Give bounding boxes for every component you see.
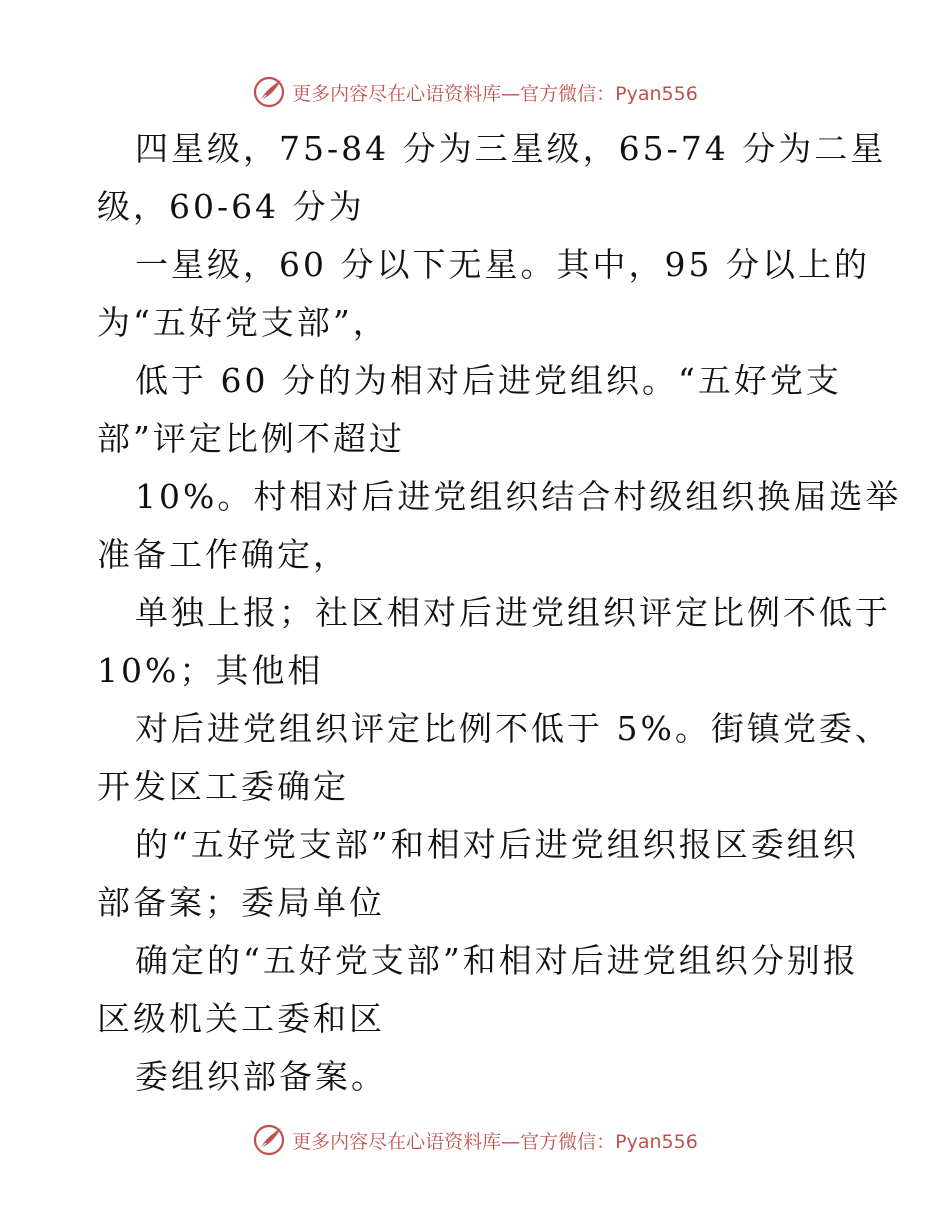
document-body <box>97 120 902 1106</box>
header-watermark-banner <box>0 72 950 112</box>
body-line: 部备案；委局单位 <box>97 883 385 922</box>
body-line: 一星级，60 分以下无星。其中，95 分以上的 <box>135 245 870 284</box>
body-line: 10%；其他相 <box>97 651 324 690</box>
body-line: 低于 60 分的为相对后进党组织。“五好党支 <box>135 361 842 400</box>
body-line: 准备工作确定， <box>97 535 349 574</box>
body-line: 委组织部备案。 <box>135 1057 387 1096</box>
quill-pen-logo-icon <box>252 75 286 109</box>
quill-pen-logo-icon <box>252 1123 286 1157</box>
body-line: 确定的“五好党支部”和相对后进党组织分别报 <box>135 941 859 980</box>
footer-watermark-banner <box>0 1120 950 1160</box>
header-banner-text: 更多内容尽在心语资料库—官方微信：Pyan556 <box>292 82 698 105</box>
body-line: 10%。村相对后进党组织结合村级组织换届选举 <box>135 477 902 516</box>
body-line: 单独上报；社区相对后进党组织评定比例不低于 <box>135 593 891 632</box>
body-line: 开发区工委确定 <box>97 767 349 806</box>
body-line: 为“五好党支部”， <box>97 303 389 342</box>
body-line: 的“五好党支部”和相对后进党组织报区委组织 <box>135 825 859 864</box>
body-line: 区级机关工委和区 <box>97 999 385 1038</box>
body-line: 对后进党组织评定比例不低于 5%。街镇党委、 <box>135 709 891 748</box>
body-line: 四星级，75-84 分为三星级，65-74 分为二星 <box>135 129 887 168</box>
body-line: 部”评定比例不超过 <box>97 419 405 458</box>
footer-banner-text: 更多内容尽在心语资料库—官方微信：Pyan556 <box>292 1130 698 1153</box>
body-line: 级，60-64 分为 <box>97 187 365 226</box>
